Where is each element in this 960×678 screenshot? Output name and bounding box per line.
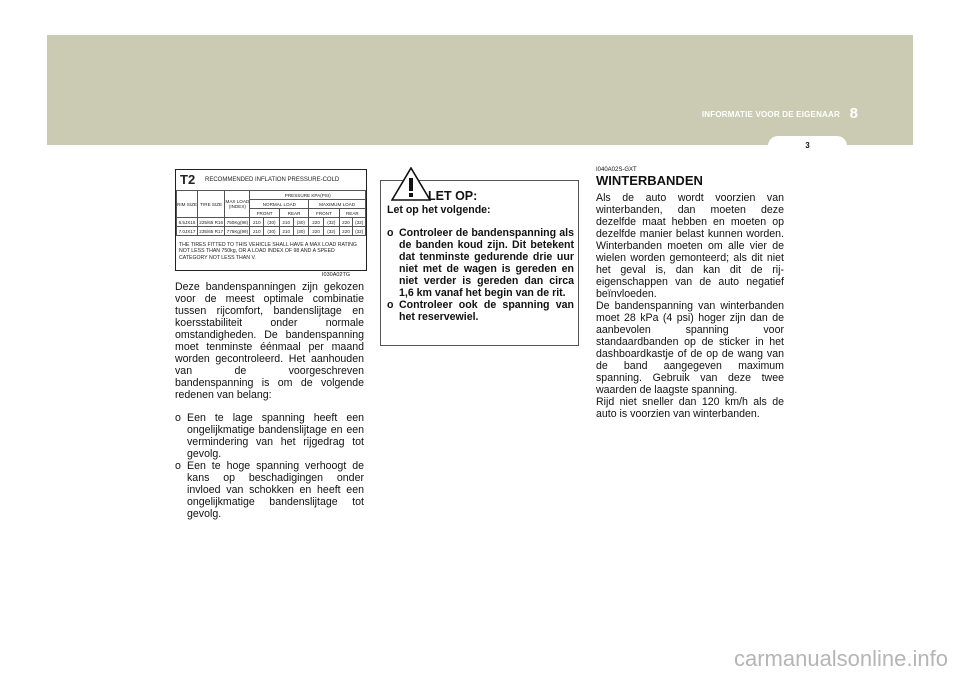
rim-cell: 6.5JX16: [177, 218, 198, 227]
psi-cell: (32): [323, 218, 339, 227]
section-heading: WINTERBANDEN: [596, 173, 703, 188]
header-band: [47, 35, 913, 145]
pressure-cell: 220: [309, 227, 324, 236]
caution-title: LET OP:: [428, 189, 478, 203]
pressure-cell: 220: [339, 218, 353, 227]
normal-load-header: NORMAL LOAD: [250, 200, 309, 209]
col-max-load: MAX LOAD (INDEX): [225, 191, 250, 218]
tire-label-header: [176, 170, 366, 191]
bullet-text: Controleer ook de spanning van het reservewiel.: [399, 299, 574, 323]
tire-label-recommended: RECOMMENDED INFLATION PRESSURE-COLD: [205, 177, 340, 183]
bullet-text: Controleer de bandenspanning als de banden koud zijn. Dit betekent dat tenminste gedurende drie uur niet met de wagen is gereden en niet verder is gereden dan circa 1,6 km vanaf het begin van de rit.: [399, 227, 574, 299]
caution-box: [380, 180, 579, 346]
caution-body: [387, 204, 574, 323]
caution-lead: Let op het volgende:: [387, 204, 491, 216]
tire-label-note: THE TIRES FITTED TO THIS VEHICLE SHALL HAVE A MAX LOAD RATING NOT LESS THAN 750kg, OR A LOAD INDEX OF 98 AND A SPEED CATEGORY NOT LESS THAN V.: [179, 242, 357, 261]
psi-cell: (32): [353, 227, 366, 236]
max-front-header: FRONT: [309, 209, 339, 218]
col-rim-size: RIM SIZE: [177, 191, 198, 218]
table-row: [177, 218, 366, 227]
normal-front-header: FRONT: [250, 209, 279, 218]
table-row: [177, 227, 366, 236]
winter-paragraph-1: Als de auto wordt voorzien van winterbanden, dan moeten deze dezelfde maat hebben en moeten op dezelfde manier belast kunnen worden. Winterbanden moeten om alle vier de wielen worden gemonteerd; als dit niet het geval is, dan kan dit de rij-eigenschappen van de auto negatief beïnvloeden.: [596, 192, 784, 300]
bullet-mark: o: [387, 227, 394, 239]
bullet-mark: o: [387, 299, 394, 311]
right-column: [596, 192, 784, 420]
list-item: [175, 412, 364, 460]
rim-cell: 7.0JX17: [177, 227, 198, 236]
max-rear-header: REAR: [339, 209, 365, 218]
left-column: [175, 281, 364, 520]
winter-paragraph-2: De bandenspanning van winterbanden moet 28 kPa (4 psi) hoger zijn dan de aanbevolen spanning voor standaardbanden op de sticker in het dashboardkastje of de op de wang van de band aangegeven maximum spanning. Gebruik van deze twee waarden de laagste spanning.: [596, 300, 784, 396]
psi-cell: (30): [264, 227, 280, 236]
tire-pressure-label: [175, 169, 367, 271]
page-tab: [768, 136, 847, 156]
list-item: [175, 460, 364, 520]
section-title: INFORMATIE VOOR DE EIGENAAR: [701, 110, 840, 119]
section-code: I040A02S-GXT: [596, 167, 637, 173]
psi-cell: (30): [293, 218, 309, 227]
pressure-cell: 210: [250, 227, 264, 236]
col-pressure: PRESSURE KPA(PSI): [250, 191, 366, 200]
pressure-cell: 220: [309, 218, 324, 227]
watermark: carmanualsonline.info: [733, 646, 948, 671]
max-cell: 775Kg(99): [226, 228, 249, 234]
figure-code: I030A02TG: [322, 272, 351, 278]
normal-rear-header: REAR: [279, 209, 308, 218]
bullet-mark: o: [175, 412, 181, 424]
pressure-cell: 220: [339, 227, 353, 236]
maximum-load-header: MAXIMUM LOAD: [309, 200, 366, 209]
winter-paragraph-3: Rijd niet sneller dan 120 km/h als de auto is voorzien van winterbanden.: [596, 396, 784, 420]
tire-cell: 225/65 R16: [199, 219, 224, 225]
psi-cell: (32): [323, 227, 339, 236]
psi-cell: (30): [264, 218, 280, 227]
tire-cell: 235/65 R17: [199, 228, 224, 234]
max-cell: 750Kg(98): [226, 219, 249, 225]
psi-cell: (32): [353, 218, 366, 227]
warning-triangle-icon: [391, 167, 431, 201]
chapter-number: 8: [849, 105, 858, 122]
pressure-cell: 210: [279, 218, 293, 227]
bullet-text: Een te hoge spanning verhoogt de kans op beschadigingen onder invloed van schokken en heeft een ongelijkmatige bandenslijtage tot gevolg.: [187, 460, 364, 520]
psi-cell: (30): [293, 227, 309, 236]
page-number: 3: [805, 141, 810, 150]
tire-label-code: T2: [180, 172, 196, 187]
col-tire-size: TIRE SIZE: [198, 191, 225, 218]
bullet-mark: o: [175, 460, 181, 472]
tire-pressure-table: [176, 190, 366, 236]
pressure-cell: 210: [279, 227, 293, 236]
bullet-text: Een te lage spanning heeft een ongelijkmatige bandenslijtage en een vermindering van het rijgedrag tot gevolg.: [187, 412, 364, 460]
intro-paragraph: Deze bandenspanningen zijn gekozen voor de meest optimale combinatie tussen rijcomfort, bandenslijtage en koersstabiliteit onder normale omstandigheden. De bandenspanning moet tenminste éénmaal per maand worden gecontroleerd. Het aanhouden van de voorgeschreven bandenspanning is om de volgende redenen van belang:: [175, 281, 364, 401]
list-item: [387, 299, 574, 323]
list-item: [387, 227, 574, 299]
pressure-cell: 210: [250, 218, 264, 227]
